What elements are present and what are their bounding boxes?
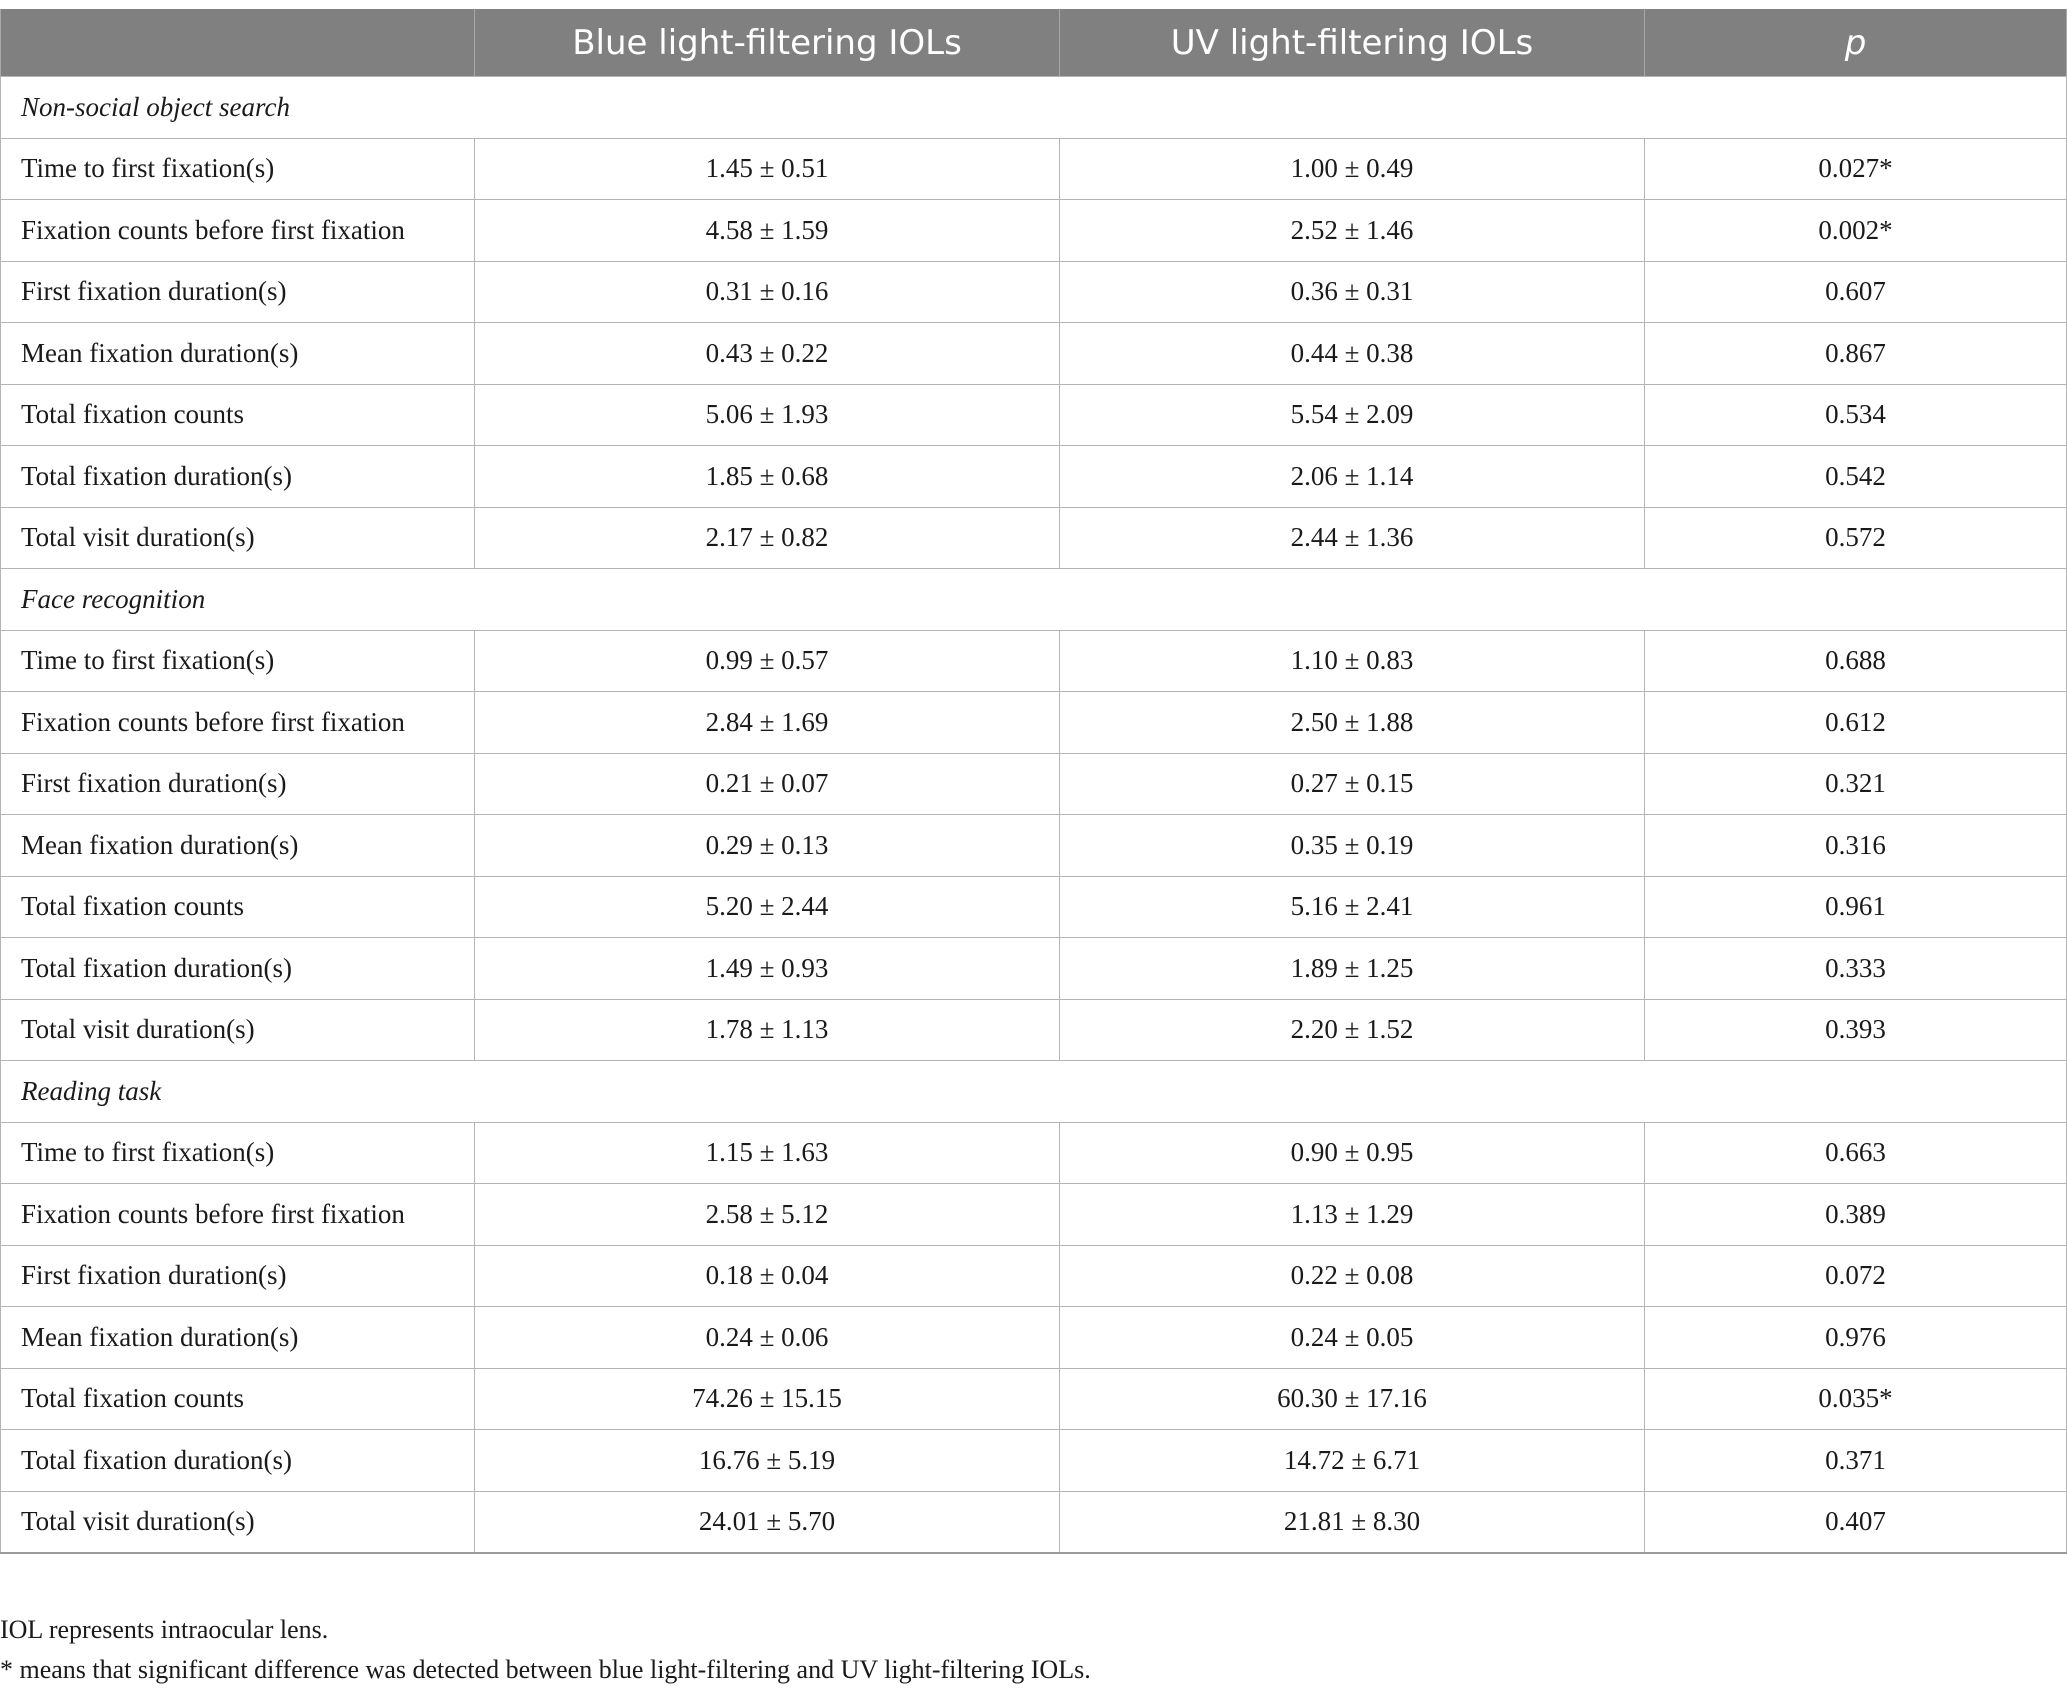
uv-iol-value: 2.20 ± 1.52 [1060,999,1645,1061]
p-value: 0.371 [1645,1430,2067,1492]
footnote-abbreviation: IOL represents intraocular lens. [0,1615,329,1644]
table-row [1,507,2067,569]
row-label: Time to first fixation(s) [1,138,475,200]
table-row [1,692,2067,754]
row-label: Fixation counts before first fixation [1,692,475,754]
p-value: 0.333 [1645,938,2067,1000]
row-label: Total visit duration(s) [1,507,475,569]
p-value: 0.542 [1645,446,2067,508]
row-label: Total visit duration(s) [1,999,475,1061]
p-value: 0.612 [1645,692,2067,754]
blue-iol-value: 1.45 ± 0.51 [475,138,1060,200]
uv-iol-value: 14.72 ± 6.71 [1060,1430,1645,1492]
table-row [1,876,2067,938]
uv-iol-value: 2.52 ± 1.46 [1060,200,1645,262]
table-row [1,384,2067,446]
row-label: Total fixation counts [1,876,475,938]
table-row [1,999,2067,1061]
table-row [1,1245,2067,1307]
table-row [1,446,2067,508]
uv-iol-value: 1.00 ± 0.49 [1060,138,1645,200]
uv-iol-value: 1.89 ± 1.25 [1060,938,1645,1000]
header-row [1,9,2067,77]
table-row [1,138,2067,200]
table-row [1,323,2067,385]
blue-iol-value: 16.76 ± 5.19 [475,1430,1060,1492]
header-cell-blue-iol: Blue light-filtering IOLs [475,9,1060,77]
blue-iol-value: 1.78 ± 1.13 [475,999,1060,1061]
results-table [0,9,2067,1554]
table-row [1,1491,2067,1553]
section-title: Face recognition [1,569,2067,631]
p-value: 0.321 [1645,753,2067,815]
row-label: Fixation counts before first fixation [1,1184,475,1246]
table-row [1,938,2067,1000]
row-label: Mean fixation duration(s) [1,1307,475,1369]
header-cell-p-value: p [1645,9,2067,77]
uv-iol-value: 0.36 ± 0.31 [1060,261,1645,323]
p-value: 0.688 [1645,630,2067,692]
uv-iol-value: 1.10 ± 0.83 [1060,630,1645,692]
table-row [1,1430,2067,1492]
row-label: First fixation duration(s) [1,261,475,323]
row-label: First fixation duration(s) [1,753,475,815]
p-value: 0.072 [1645,1245,2067,1307]
section-title: Reading task [1,1061,2067,1123]
blue-iol-value: 2.17 ± 0.82 [475,507,1060,569]
table-header [1,9,2067,77]
p-value: 0.607 [1645,261,2067,323]
blue-iol-value: 1.85 ± 0.68 [475,446,1060,508]
section-row [1,569,2067,631]
blue-iol-value: 5.06 ± 1.93 [475,384,1060,446]
uv-iol-value: 60.30 ± 17.16 [1060,1368,1645,1430]
p-value: 0.961 [1645,876,2067,938]
row-label: Mean fixation duration(s) [1,323,475,385]
table-row [1,753,2067,815]
row-label: Fixation counts before first fixation [1,200,475,262]
blue-iol-value: 1.49 ± 0.93 [475,938,1060,1000]
blue-iol-value: 74.26 ± 15.15 [475,1368,1060,1430]
p-value: 0.407 [1645,1491,2067,1553]
uv-iol-value: 0.24 ± 0.05 [1060,1307,1645,1369]
blue-iol-value: 0.24 ± 0.06 [475,1307,1060,1369]
section-row [1,77,2067,139]
p-value: 0.534 [1645,384,2067,446]
p-value: 0.027* [1645,138,2067,200]
row-label: Total fixation duration(s) [1,446,475,508]
section-title: Non-social object search [1,77,2067,139]
p-value: 0.393 [1645,999,2067,1061]
table-row [1,1368,2067,1430]
p-value: 0.867 [1645,323,2067,385]
table-row [1,1307,2067,1369]
row-label: Total fixation counts [1,1368,475,1430]
uv-iol-value: 1.13 ± 1.29 [1060,1184,1645,1246]
table-row [1,1122,2067,1184]
blue-iol-value: 0.43 ± 0.22 [475,323,1060,385]
blue-iol-value: 1.15 ± 1.63 [475,1122,1060,1184]
row-label: Total fixation duration(s) [1,1430,475,1492]
blue-iol-value: 0.29 ± 0.13 [475,815,1060,877]
uv-iol-value: 2.06 ± 1.14 [1060,446,1645,508]
blue-iol-value: 4.58 ± 1.59 [475,200,1060,262]
p-value: 0.663 [1645,1122,2067,1184]
row-label: Total visit duration(s) [1,1491,475,1553]
results-table-container [0,9,2066,1554]
blue-iol-value: 0.31 ± 0.16 [475,261,1060,323]
table-row [1,815,2067,877]
p-value: 0.976 [1645,1307,2067,1369]
blue-iol-value: 0.21 ± 0.07 [475,753,1060,815]
p-value: 0.572 [1645,507,2067,569]
uv-iol-value: 0.35 ± 0.19 [1060,815,1645,877]
header-cell-measure [1,9,475,77]
blue-iol-value: 0.18 ± 0.04 [475,1245,1060,1307]
uv-iol-value: 2.44 ± 1.36 [1060,507,1645,569]
uv-iol-value: 0.44 ± 0.38 [1060,323,1645,385]
row-label: First fixation duration(s) [1,1245,475,1307]
section-row [1,1061,2067,1123]
row-label: Time to first fixation(s) [1,630,475,692]
table-row [1,261,2067,323]
table-row [1,200,2067,262]
footnote-significance: * means that significant difference was detected between blue light-filtering and UV light-filtering IOLs. [0,1655,1091,1684]
table-footnotes [0,1610,1091,1690]
blue-iol-value: 2.84 ± 1.69 [475,692,1060,754]
blue-iol-value: 24.01 ± 5.70 [475,1491,1060,1553]
uv-iol-value: 21.81 ± 8.30 [1060,1491,1645,1553]
blue-iol-value: 5.20 ± 2.44 [475,876,1060,938]
uv-iol-value: 0.90 ± 0.95 [1060,1122,1645,1184]
table-row [1,1184,2067,1246]
uv-iol-value: 2.50 ± 1.88 [1060,692,1645,754]
table-body [1,77,2067,1554]
row-label: Total fixation duration(s) [1,938,475,1000]
row-label: Total fixation counts [1,384,475,446]
uv-iol-value: 0.27 ± 0.15 [1060,753,1645,815]
uv-iol-value: 0.22 ± 0.08 [1060,1245,1645,1307]
uv-iol-value: 5.16 ± 2.41 [1060,876,1645,938]
p-value: 0.316 [1645,815,2067,877]
p-value: 0.389 [1645,1184,2067,1246]
p-value: 0.035* [1645,1368,2067,1430]
p-value: 0.002* [1645,200,2067,262]
uv-iol-value: 5.54 ± 2.09 [1060,384,1645,446]
blue-iol-value: 2.58 ± 5.12 [475,1184,1060,1246]
table-row [1,630,2067,692]
blue-iol-value: 0.99 ± 0.57 [475,630,1060,692]
header-cell-uv-iol: UV light-filtering IOLs [1060,9,1645,77]
row-label: Mean fixation duration(s) [1,815,475,877]
row-label: Time to first fixation(s) [1,1122,475,1184]
